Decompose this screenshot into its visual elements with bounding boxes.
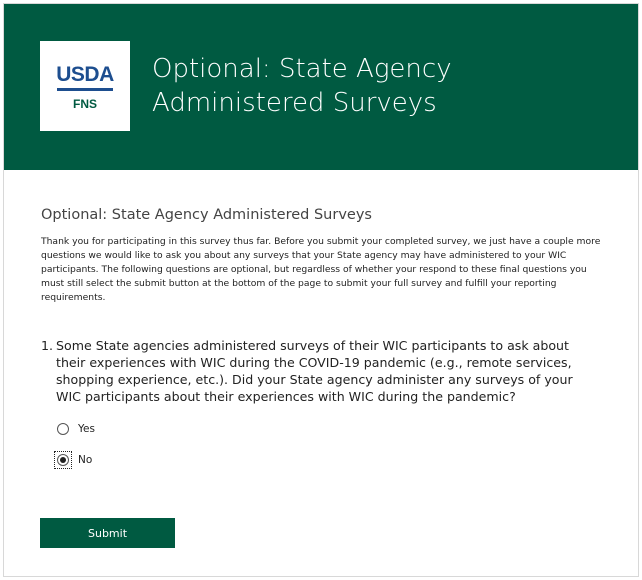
- logo-underline: [57, 88, 113, 91]
- page-header: [4, 4, 638, 170]
- radio-no-wrapper[interactable]: [54, 451, 72, 469]
- option-yes-label[interactable]: Yes: [78, 423, 95, 435]
- page-title: Optional: State Agency Administered Surveys: [152, 54, 452, 118]
- radio-yes-wrapper[interactable]: [54, 420, 72, 438]
- survey-page: [3, 3, 639, 577]
- radio-yes[interactable]: [57, 423, 69, 435]
- section-intro: Thank you for participating in this survey thus far. Before you submit your completed survey, we just have a couple more questions we would like to ask you about any surveys that your State agency may have administered to your WIC participants. The following questions are optional, but regardless of whether your respond to these final questions you must still select the submit button at the bottom of the page to submit your full survey and fulfill your reporting requirements.: [41, 236, 601, 303]
- option-no[interactable]: [54, 451, 92, 469]
- logo-fns-text: FNS: [73, 97, 97, 111]
- question-number: 1.: [41, 338, 54, 353]
- logo-usda-text: USDA: [56, 63, 114, 86]
- question-1: [41, 337, 601, 405]
- option-yes[interactable]: [54, 420, 95, 438]
- submit-button[interactable]: Submit: [40, 518, 175, 548]
- option-no-label[interactable]: No: [78, 454, 93, 466]
- question-text: Some State agencies administered surveys of their WIC participants to ask about their experiences with WIC during the COVID-19 pandemic (e.g., remote services, shopping experience, etc.). Did your State agency administer any surveys of your WIC participants about their experiences with WIC during the pandemic?: [56, 338, 573, 404]
- radio-no[interactable]: [57, 454, 69, 466]
- usda-fns-logo: [40, 41, 130, 131]
- section-title: Optional: State Agency Administered Surveys: [41, 207, 372, 223]
